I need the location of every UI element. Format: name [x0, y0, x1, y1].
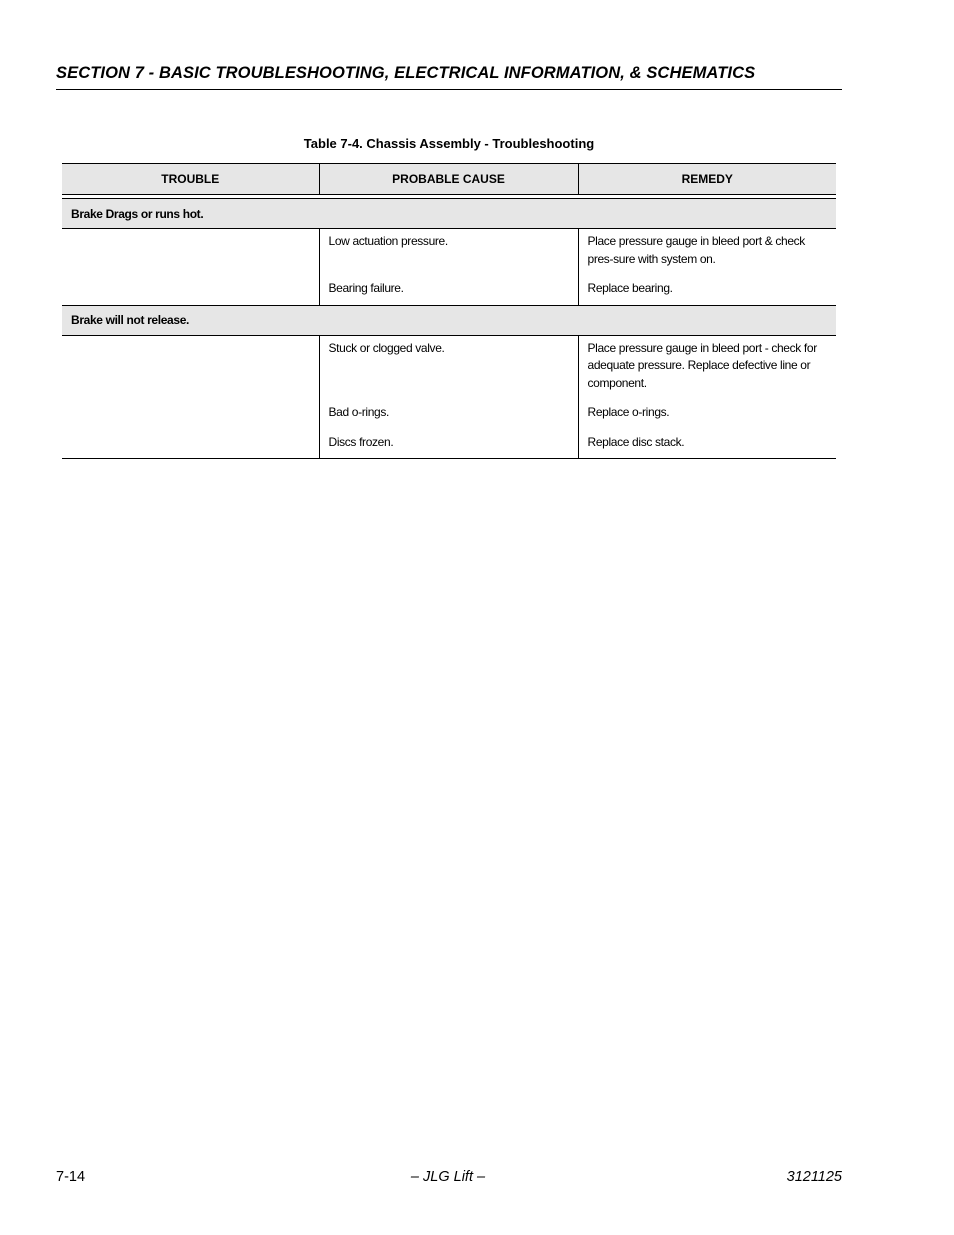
trouble-cell	[62, 335, 319, 404]
troubleshooting-table	[62, 163, 836, 459]
trouble-cell	[62, 280, 319, 305]
header-rule	[56, 89, 842, 90]
trouble-cell	[62, 434, 319, 459]
page-number: 7-14	[56, 1169, 86, 1185]
table-row	[62, 280, 836, 305]
remedy-cell: Place pressure gauge in bleed port - check for adequate pressure. Replace defective line or component.	[578, 335, 836, 404]
cause-cell: Discs frozen.	[319, 434, 578, 459]
publisher-footer: – JLG Lift –	[410, 1169, 486, 1185]
trouble-cell	[62, 404, 319, 434]
column-header-remedy: REMEDY	[578, 164, 836, 195]
table-row	[62, 404, 836, 434]
cause-cell: Bad o-rings.	[319, 404, 578, 434]
document-number: 3121125	[786, 1169, 842, 1185]
table-row	[62, 335, 836, 404]
column-header-trouble: TROUBLE	[62, 164, 319, 195]
column-header-probable-cause: PROBABLE CAUSE	[319, 164, 578, 195]
table-row	[62, 434, 836, 459]
cause-cell: Bearing failure.	[319, 280, 578, 305]
cause-cell: Low actuation pressure.	[319, 229, 578, 281]
table-header-row	[62, 164, 836, 195]
trouble-group-row	[62, 199, 836, 229]
remedy-cell: Replace disc stack.	[578, 434, 836, 459]
trouble-cell	[62, 229, 319, 281]
trouble-label: Brake will not release.	[62, 305, 836, 335]
trouble-group-row	[62, 305, 836, 335]
cause-cell: Stuck or clogged valve.	[319, 335, 578, 404]
section-header: SECTION 7 - BASIC TROUBLESHOOTING, ELECTRICAL INFORMATION, & SCHEMATICS	[56, 64, 756, 82]
trouble-label: Brake Drags or runs hot.	[62, 199, 836, 229]
table-title: Table 7-4. Chassis Assembly - Troubleshooting	[303, 136, 595, 151]
remedy-cell: Replace o-rings.	[578, 404, 836, 434]
table-row	[62, 229, 836, 281]
remedy-cell: Replace bearing.	[578, 280, 836, 305]
remedy-cell: Place pressure gauge in bleed port & check pres-sure with system on.	[578, 229, 836, 281]
